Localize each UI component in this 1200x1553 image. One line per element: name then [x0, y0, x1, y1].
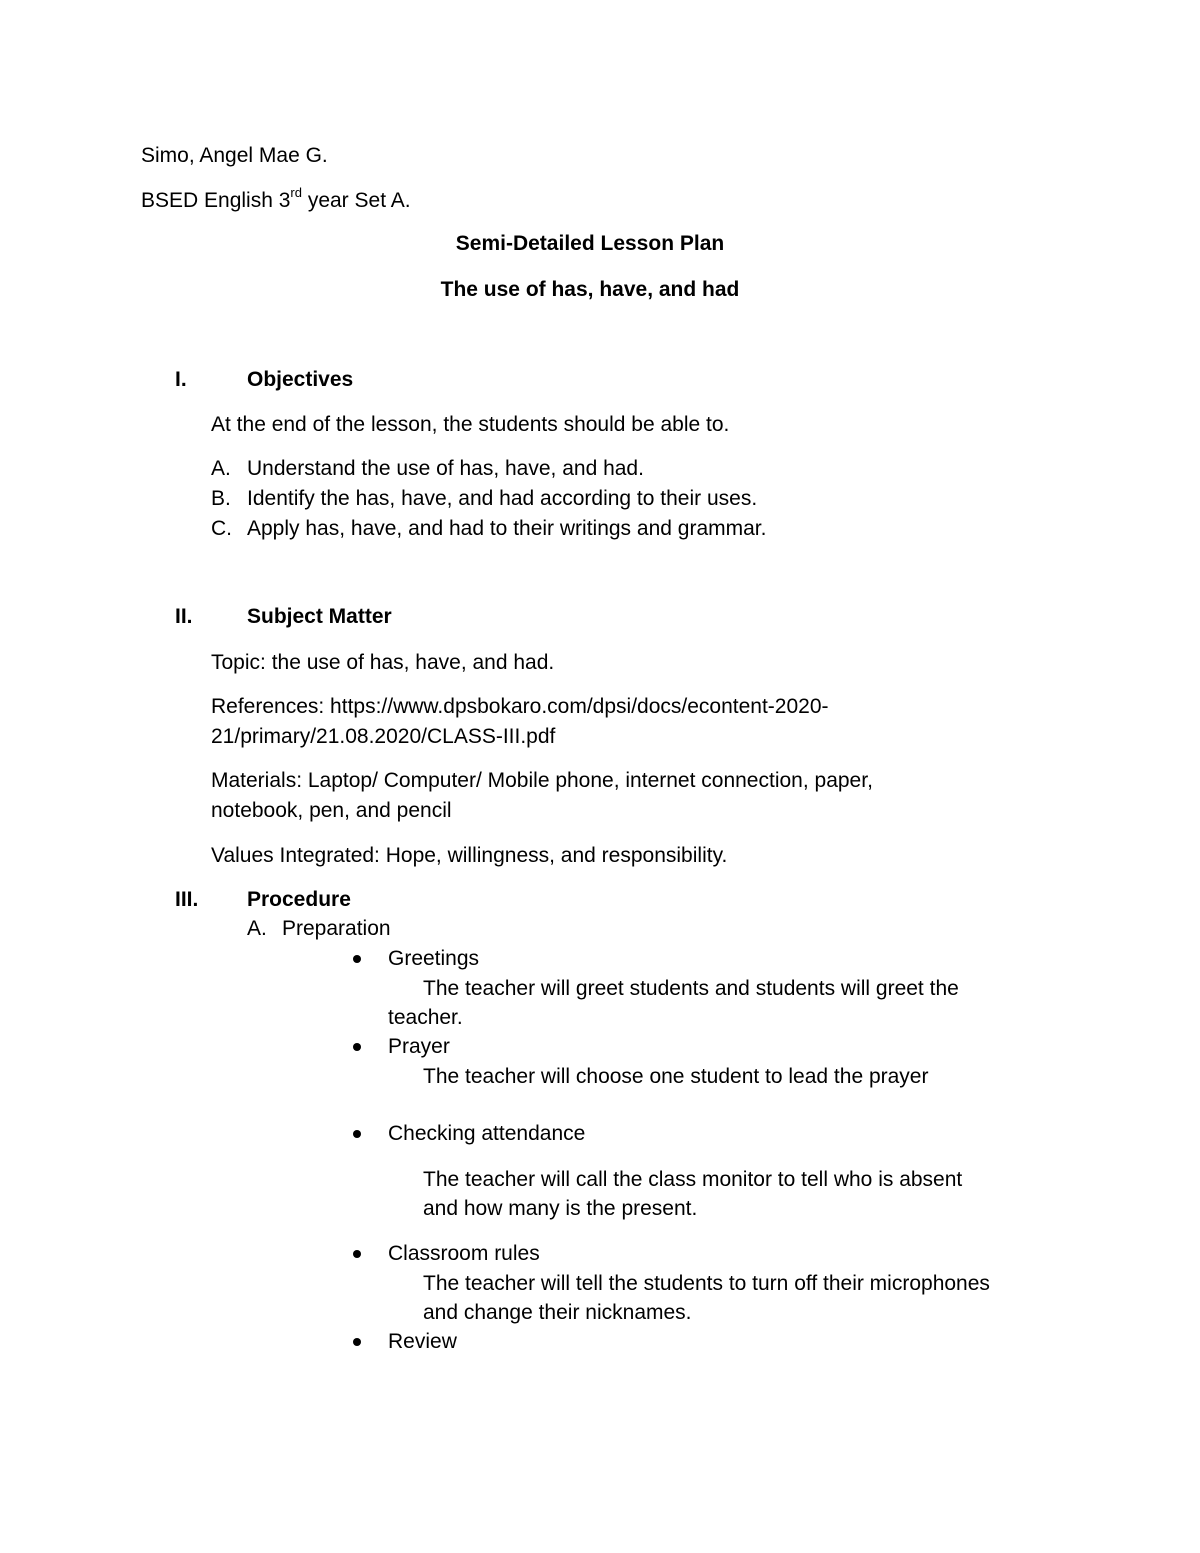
- subject-references-line1: References: https://www.dpsbokaro.com/dpsi/docs/econtent-2020-: [211, 695, 829, 718]
- subject-materials-line1: Materials: Laptop/ Computer/ Mobile phone, internet connection, paper,: [211, 769, 873, 792]
- document-subtitle: The use of has, have, and had: [440, 278, 740, 301]
- objective-text: Identify the has, have, and had according to their uses.: [247, 487, 758, 510]
- procedure-item-title: Prayer: [388, 1035, 450, 1058]
- section-heading-procedure: Procedure: [247, 888, 351, 911]
- bullet-icon: [353, 955, 361, 963]
- section-numeral-objectives: I.: [175, 368, 187, 391]
- course-suffix: year Set A.: [301, 189, 411, 212]
- section-heading-objectives: Objectives: [247, 368, 354, 391]
- bullet-icon: [353, 1250, 361, 1258]
- procedure-item-desc: and change their nicknames.: [423, 1301, 692, 1324]
- section-numeral-procedure: III.: [175, 888, 199, 911]
- procedure-item-desc: The teacher will call the class monitor to tell who is absent: [423, 1168, 963, 1191]
- objectives-intro: At the end of the lesson, the students should be able to.: [211, 413, 730, 436]
- procedure-item-desc: and how many is the present.: [423, 1197, 698, 1220]
- course-line: [141, 186, 411, 216]
- procedure-sub-letter: A.: [247, 917, 267, 940]
- procedure-item-desc: The teacher will tell the students to turn off their microphones: [423, 1272, 990, 1295]
- document-title: Semi-Detailed Lesson Plan: [455, 232, 725, 255]
- section-heading-subject-matter: Subject Matter: [247, 605, 392, 628]
- procedure-sub-heading: Preparation: [282, 917, 391, 940]
- subject-materials-line2: notebook, pen, and pencil: [211, 799, 452, 822]
- bullet-icon: [353, 1043, 361, 1051]
- procedure-item-title: Review: [388, 1330, 457, 1353]
- procedure-item-desc: The teacher will choose one student to lead the prayer: [423, 1065, 929, 1088]
- bullet-icon: [353, 1338, 361, 1346]
- section-numeral-subject-matter: II.: [175, 605, 193, 628]
- course-prefix: BSED English 3: [141, 189, 291, 212]
- bullet-icon: [353, 1130, 361, 1138]
- procedure-item-desc: teacher.: [388, 1006, 463, 1029]
- procedure-item-title: Classroom rules: [388, 1242, 540, 1265]
- objective-letter: A.: [211, 457, 231, 480]
- procedure-item-title: Greetings: [388, 947, 480, 970]
- objective-text: Apply has, have, and had to their writings and grammar.: [247, 517, 767, 540]
- subject-values: Values Integrated: Hope, willingness, and responsibility.: [211, 844, 728, 867]
- objective-letter: B.: [211, 487, 231, 510]
- procedure-item-desc: The teacher will greet students and students will greet the: [423, 977, 959, 1000]
- student-name: Simo, Angel Mae G.: [141, 144, 328, 167]
- subject-references-line2: 21/primary/21.08.2020/CLASS-III.pdf: [211, 725, 556, 748]
- course-superscript: rd: [290, 185, 302, 200]
- procedure-item-title: Checking attendance: [388, 1122, 586, 1145]
- objective-letter: C.: [211, 517, 232, 540]
- subject-topic: Topic: the use of has, have, and had.: [211, 651, 555, 674]
- objective-text: Understand the use of has, have, and had.: [247, 457, 644, 480]
